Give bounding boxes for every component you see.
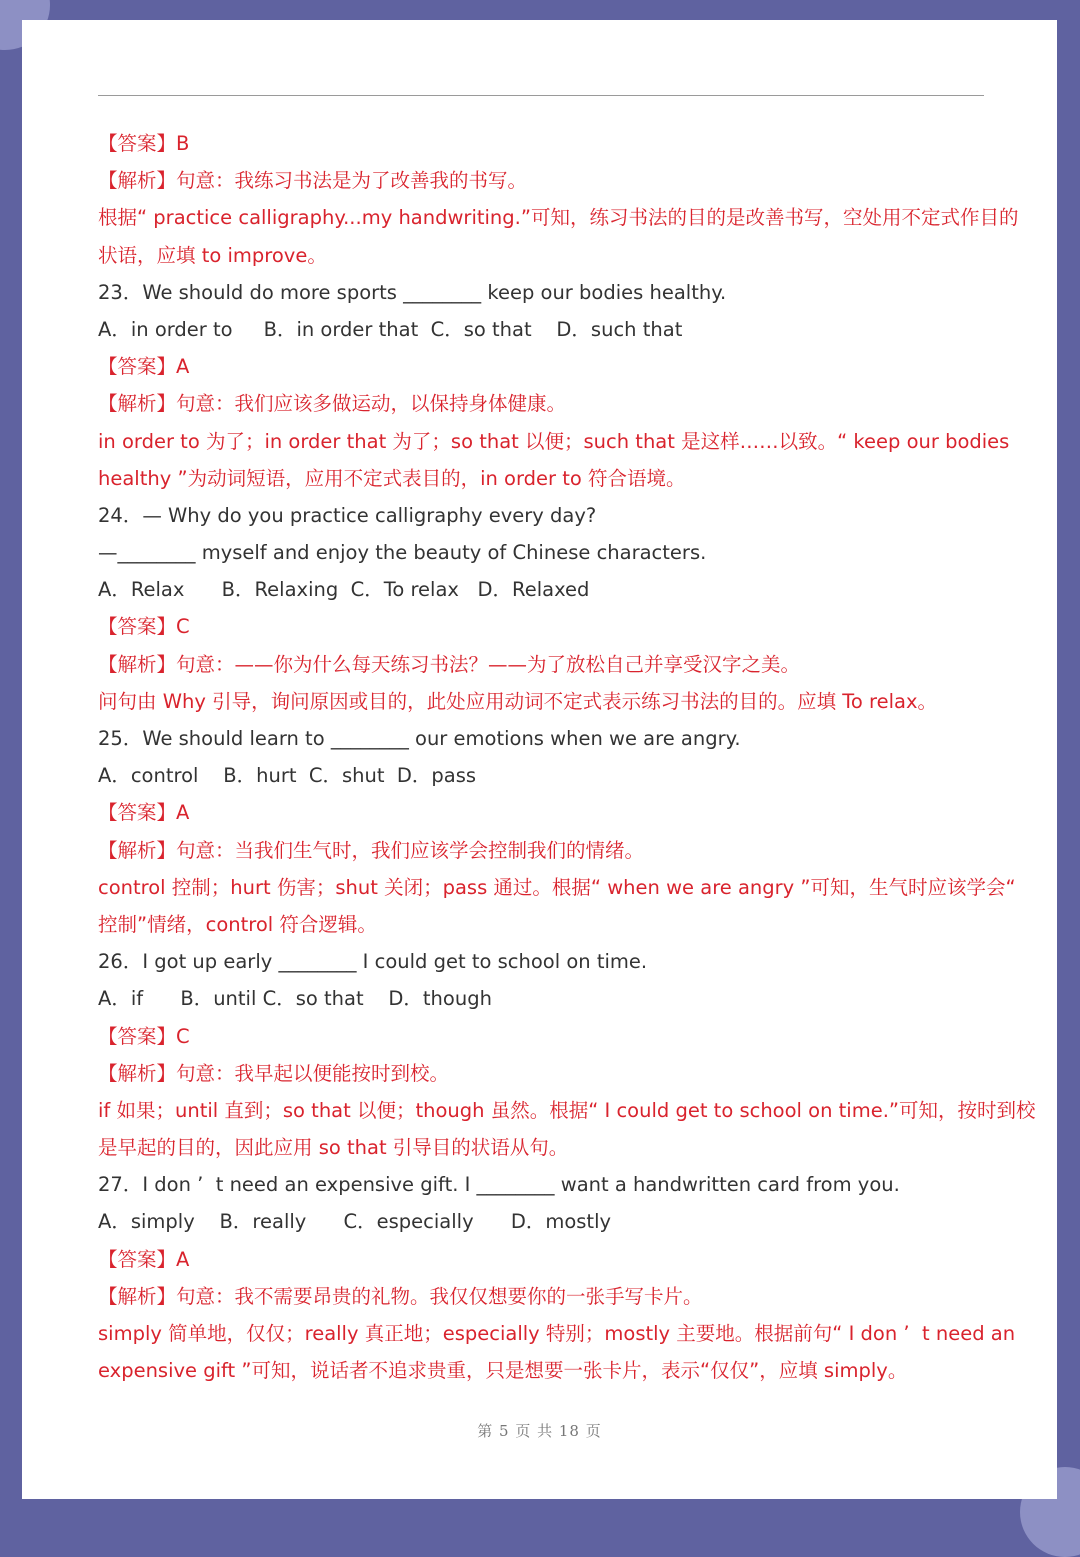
text-line: if 如果；until 直到；so that 以便；though 虽然。根据“ I could get to school on time.”可知，按时到校 — [98, 1098, 1036, 1122]
question-line: —________ myself and enjoy the beauty of Chinese characters. — [98, 541, 707, 565]
text-line: 根据“ practice calligraphy...my handwriting.”可知，练习书法的目的是改善书写，空处用不定式作目的 — [98, 206, 1019, 230]
header-rule — [98, 95, 984, 96]
text-line: 【答案】B — [98, 132, 190, 155]
text-line: expensive gift ”可知，说话者不追求贵重，只是想要一张卡片，表示“仅仅”，应填 simply。 — [98, 1359, 908, 1383]
question-line: 26．I got up early ________ I could get to school on time. — [98, 950, 648, 974]
page-number: 第 5 页 共 18 页 — [477, 1422, 602, 1440]
text-line: in order to 为了；in order that 为了；so that 以便；such that 是这样……以致。“ keep our bodies — [98, 429, 1010, 453]
options-line: A．if B．until C．so that D．though — [98, 987, 492, 1011]
options-line: A．control B．hurt C．shut D．pass — [98, 764, 477, 788]
question-line: 25．We should learn to ________ our emotions when we are angry. — [98, 727, 741, 750]
answer-line: 【答案】C — [98, 1024, 190, 1048]
document-page — [22, 20, 1057, 1499]
options-line: A．simply B．really C．especially D．mostly — [98, 1210, 612, 1234]
question-line: 27．I don ’ t need an expensive gift. I ________ want a handwritten card from you. — [98, 1173, 900, 1197]
answer-line: 【答案】C — [98, 615, 190, 639]
text-line: 问句由 Why 引导，询问原因或目的，此处应用动词不定式表示练习书法的目的。应填 To relax。 — [98, 689, 937, 713]
analysis-line: 【解析】句意：当我们生气时，我们应该学会控制我们的情绪。 — [98, 838, 645, 862]
options-line: A．Relax B．Relaxing C．To relax D．Relaxed — [98, 578, 590, 602]
page-body — [98, 125, 1036, 1389]
text-line: 【解析】句意：我练习书法是为了改善我的书写。 — [98, 169, 528, 193]
text-line: 状语，应填 to improve。 — [98, 243, 327, 267]
question-line: 24．— Why do you practice calligraphy every day? — [98, 503, 597, 527]
options-line: A．in order to B．in order that C．so that D．such that — [98, 317, 683, 341]
text-line: simply 简单地，仅仅；really 真正地；especially 特别；mostly 主要地。根据前句“ I don ’ t need an — [98, 1322, 1016, 1345]
text-line: control 控制；hurt 伤害；shut 关闭；pass 通过。根据“ when we are angry ”可知，生气时应该学会“ — [98, 875, 1016, 899]
analysis-line: 【解析】句意：我们应该多做运动，以保持身体健康。 — [98, 392, 567, 416]
analysis-line: 【解析】句意：——你为什么每天练习书法？——为了放松自己并享受汉字之美。 — [98, 652, 801, 676]
answer-line: 【答案】A — [98, 355, 190, 379]
text-line: healthy ”为动词短语，应用不定式表目的，in order to 符合语境。 — [98, 466, 686, 490]
text-line: 控制”情绪，control 符合逻辑。 — [98, 912, 377, 936]
text-line: 是早起的目的，因此应用 so that 引导目的状语从句。 — [98, 1136, 569, 1160]
analysis-line: 【解析】句意：我不需要昂贵的礼物。我仅仅想要你的一张手写卡片。 — [98, 1284, 703, 1308]
analysis-line: 【解析】句意：我早起以便能按时到校。 — [98, 1061, 450, 1085]
answer-line: 【答案】A — [98, 801, 190, 825]
answer-line: 【答案】A — [98, 1247, 190, 1271]
question-line: 23．We should do more sports ________ keep our bodies healthy. — [98, 280, 727, 304]
